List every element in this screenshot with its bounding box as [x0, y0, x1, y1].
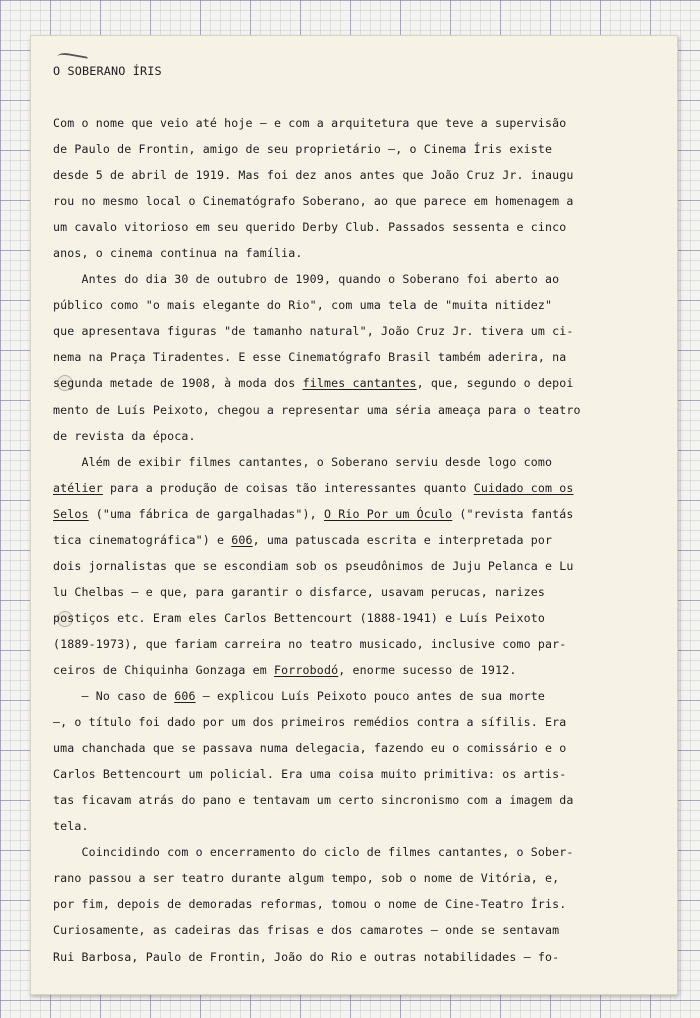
text-line [53, 370, 643, 396]
underlined-title: 606 [231, 532, 253, 547]
text-segment: Curiosamente, as cadeiras das frisas e dos camarotes — onde se sentavam [53, 923, 560, 938]
text-segment: , que, segundo o depoi [416, 376, 574, 391]
text-line [53, 214, 643, 240]
text-line [53, 423, 643, 449]
text-segment: ("uma fábrica de gargalhadas"), [88, 506, 324, 521]
text-segment: um cavalo vitorioso em seu querido Derby Club. Passados sessenta e cinco [53, 220, 567, 235]
text-line [53, 318, 643, 344]
text-segment: postiços etc. Eram eles Carlos Bettencourt (1888-1941) e Luís Peixoto [53, 610, 545, 625]
text-line [53, 944, 643, 970]
text-line [53, 475, 643, 501]
text-segment: —, o título foi dado por um dos primeiros remédios contra a sífilis. Era [53, 715, 567, 730]
text-segment: — No caso de [53, 689, 175, 704]
text-line [53, 657, 643, 683]
text-line [53, 136, 643, 162]
text-line [53, 735, 643, 761]
text-segment: segunda metade de 1908, à moda dos [53, 376, 303, 391]
text-line [53, 579, 643, 605]
text-segment: público como "o mais elegante do Rio", com uma tela de "muita nitidez" [53, 298, 553, 313]
text-line [53, 110, 643, 136]
text-line [53, 839, 643, 865]
text-segment: tica cinematográfica") e [53, 532, 232, 547]
text-line [53, 188, 643, 214]
text-segment: , enorme sucesso de 1912. [338, 662, 517, 677]
text-line [53, 397, 643, 423]
text-segment: , uma patuscada escrita e interpretada por [252, 532, 553, 547]
text-line [53, 449, 643, 475]
text-segment: ("revista fantás [452, 506, 574, 521]
text-segment: Com o nome que veio até hoje — e com a arquitetura que teve a supervisão [53, 116, 567, 130]
text-segment: Antes do dia 30 de outubro de 1909, quando o Soberano foi aberto ao [53, 272, 560, 287]
text-line [53, 709, 643, 735]
text-segment: rou no mesmo local o Cinematógrafo Soberano, ao que parece em homenagem a [53, 194, 574, 209]
text-segment: anos, o cinema continua na família. [53, 246, 303, 261]
text-line [53, 891, 643, 917]
text-segment: dois jornalistas que se escondiam sob os pseudônimos de Juju Pelanca e Lu [53, 558, 574, 573]
text-segment: rano passou a ser teatro durante algum tempo, sob o nome de Vitória, e, [53, 871, 560, 886]
text-line [53, 553, 643, 579]
text-line [53, 162, 643, 188]
body-text [53, 110, 643, 970]
text-line [53, 344, 643, 370]
underlined-title: atélier [53, 480, 103, 495]
text-segment: mento de Luís Peixoto, chegou a representar uma séria ameaça para o teatro [53, 402, 581, 417]
underlined-title: Selos [53, 506, 89, 521]
text-line [53, 813, 643, 839]
text-line [53, 266, 643, 292]
text-segment: Rui Barbosa, Paulo de Frontin, João do Rio e outras notabilidades — fo- [53, 949, 560, 964]
text-line [53, 527, 643, 553]
document-body [53, 64, 643, 970]
text-segment: de Paulo de Frontin, amigo de seu proprietário —, o Cinema Íris existe [53, 142, 553, 157]
text-line [53, 917, 643, 943]
text-segment: que apresentava figuras "de tamanho natural", João Cruz Jr. tivera um ci- [53, 324, 574, 339]
text-segment: por fim, depois de demoradas reformas, tomou o nome de Cine-Teatro Íris. [53, 897, 567, 912]
text-segment: — explicou Luís Peixoto pouco antes de sua morte [195, 689, 545, 704]
text-line [53, 683, 643, 709]
text-line [53, 761, 643, 787]
text-segment: Além de exibir filmes cantantes, o Soberano serviu desde logo como [53, 454, 553, 469]
text-segment: nema na Praça Tiradentes. E esse Cinematógrafo Brasil também aderira, na [53, 350, 567, 365]
text-line [53, 292, 643, 318]
text-segment: (1889-1973), que fariam carreira no teatro musicado, inclusive como par- [53, 636, 567, 651]
text-segment: ceiros de Chiquinha Gonzaga em [53, 662, 275, 677]
text-line [53, 605, 643, 631]
underlined-title: O Rio Por um Óculo [323, 506, 453, 521]
text-segment: de revista da época. [53, 428, 196, 443]
underlined-title: filmes cantantes [302, 376, 417, 391]
text-line [53, 631, 643, 657]
text-line [53, 240, 643, 266]
text-segment: Coincidindo com o encerramento do ciclo de filmes cantantes, o Sober- [53, 845, 574, 860]
text-segment: tela. [53, 819, 89, 834]
text-segment: Carlos Bettencourt um policial. Era uma coisa muito primitiva: os artis- [53, 767, 567, 782]
underlined-title: 606 [174, 689, 196, 704]
text-line [53, 787, 643, 813]
text-segment: uma chanchada que se passava numa delegacia, fazendo eu o comissário e o [53, 741, 567, 756]
text-line [53, 865, 643, 891]
text-segment: tas ficavam atrás do pano e tentavam um certo sincronismo com a imagem da [53, 793, 574, 808]
underlined-title: Forrobodó [274, 662, 339, 677]
document-title: O SOBERANO ÍRIS [53, 64, 162, 78]
underlined-title: Cuidado com os [473, 480, 574, 495]
text-line [53, 501, 643, 527]
text-segment: lu Chelbas — e que, para garantir o disfarce, usavam perucas, narizes [53, 584, 545, 599]
text-segment: desde 5 de abril de 1919. Mas foi dez anos antes que João Cruz Jr. inaugu [53, 168, 574, 183]
text-segment: para a produção de coisas tão interessantes quanto [102, 480, 474, 495]
